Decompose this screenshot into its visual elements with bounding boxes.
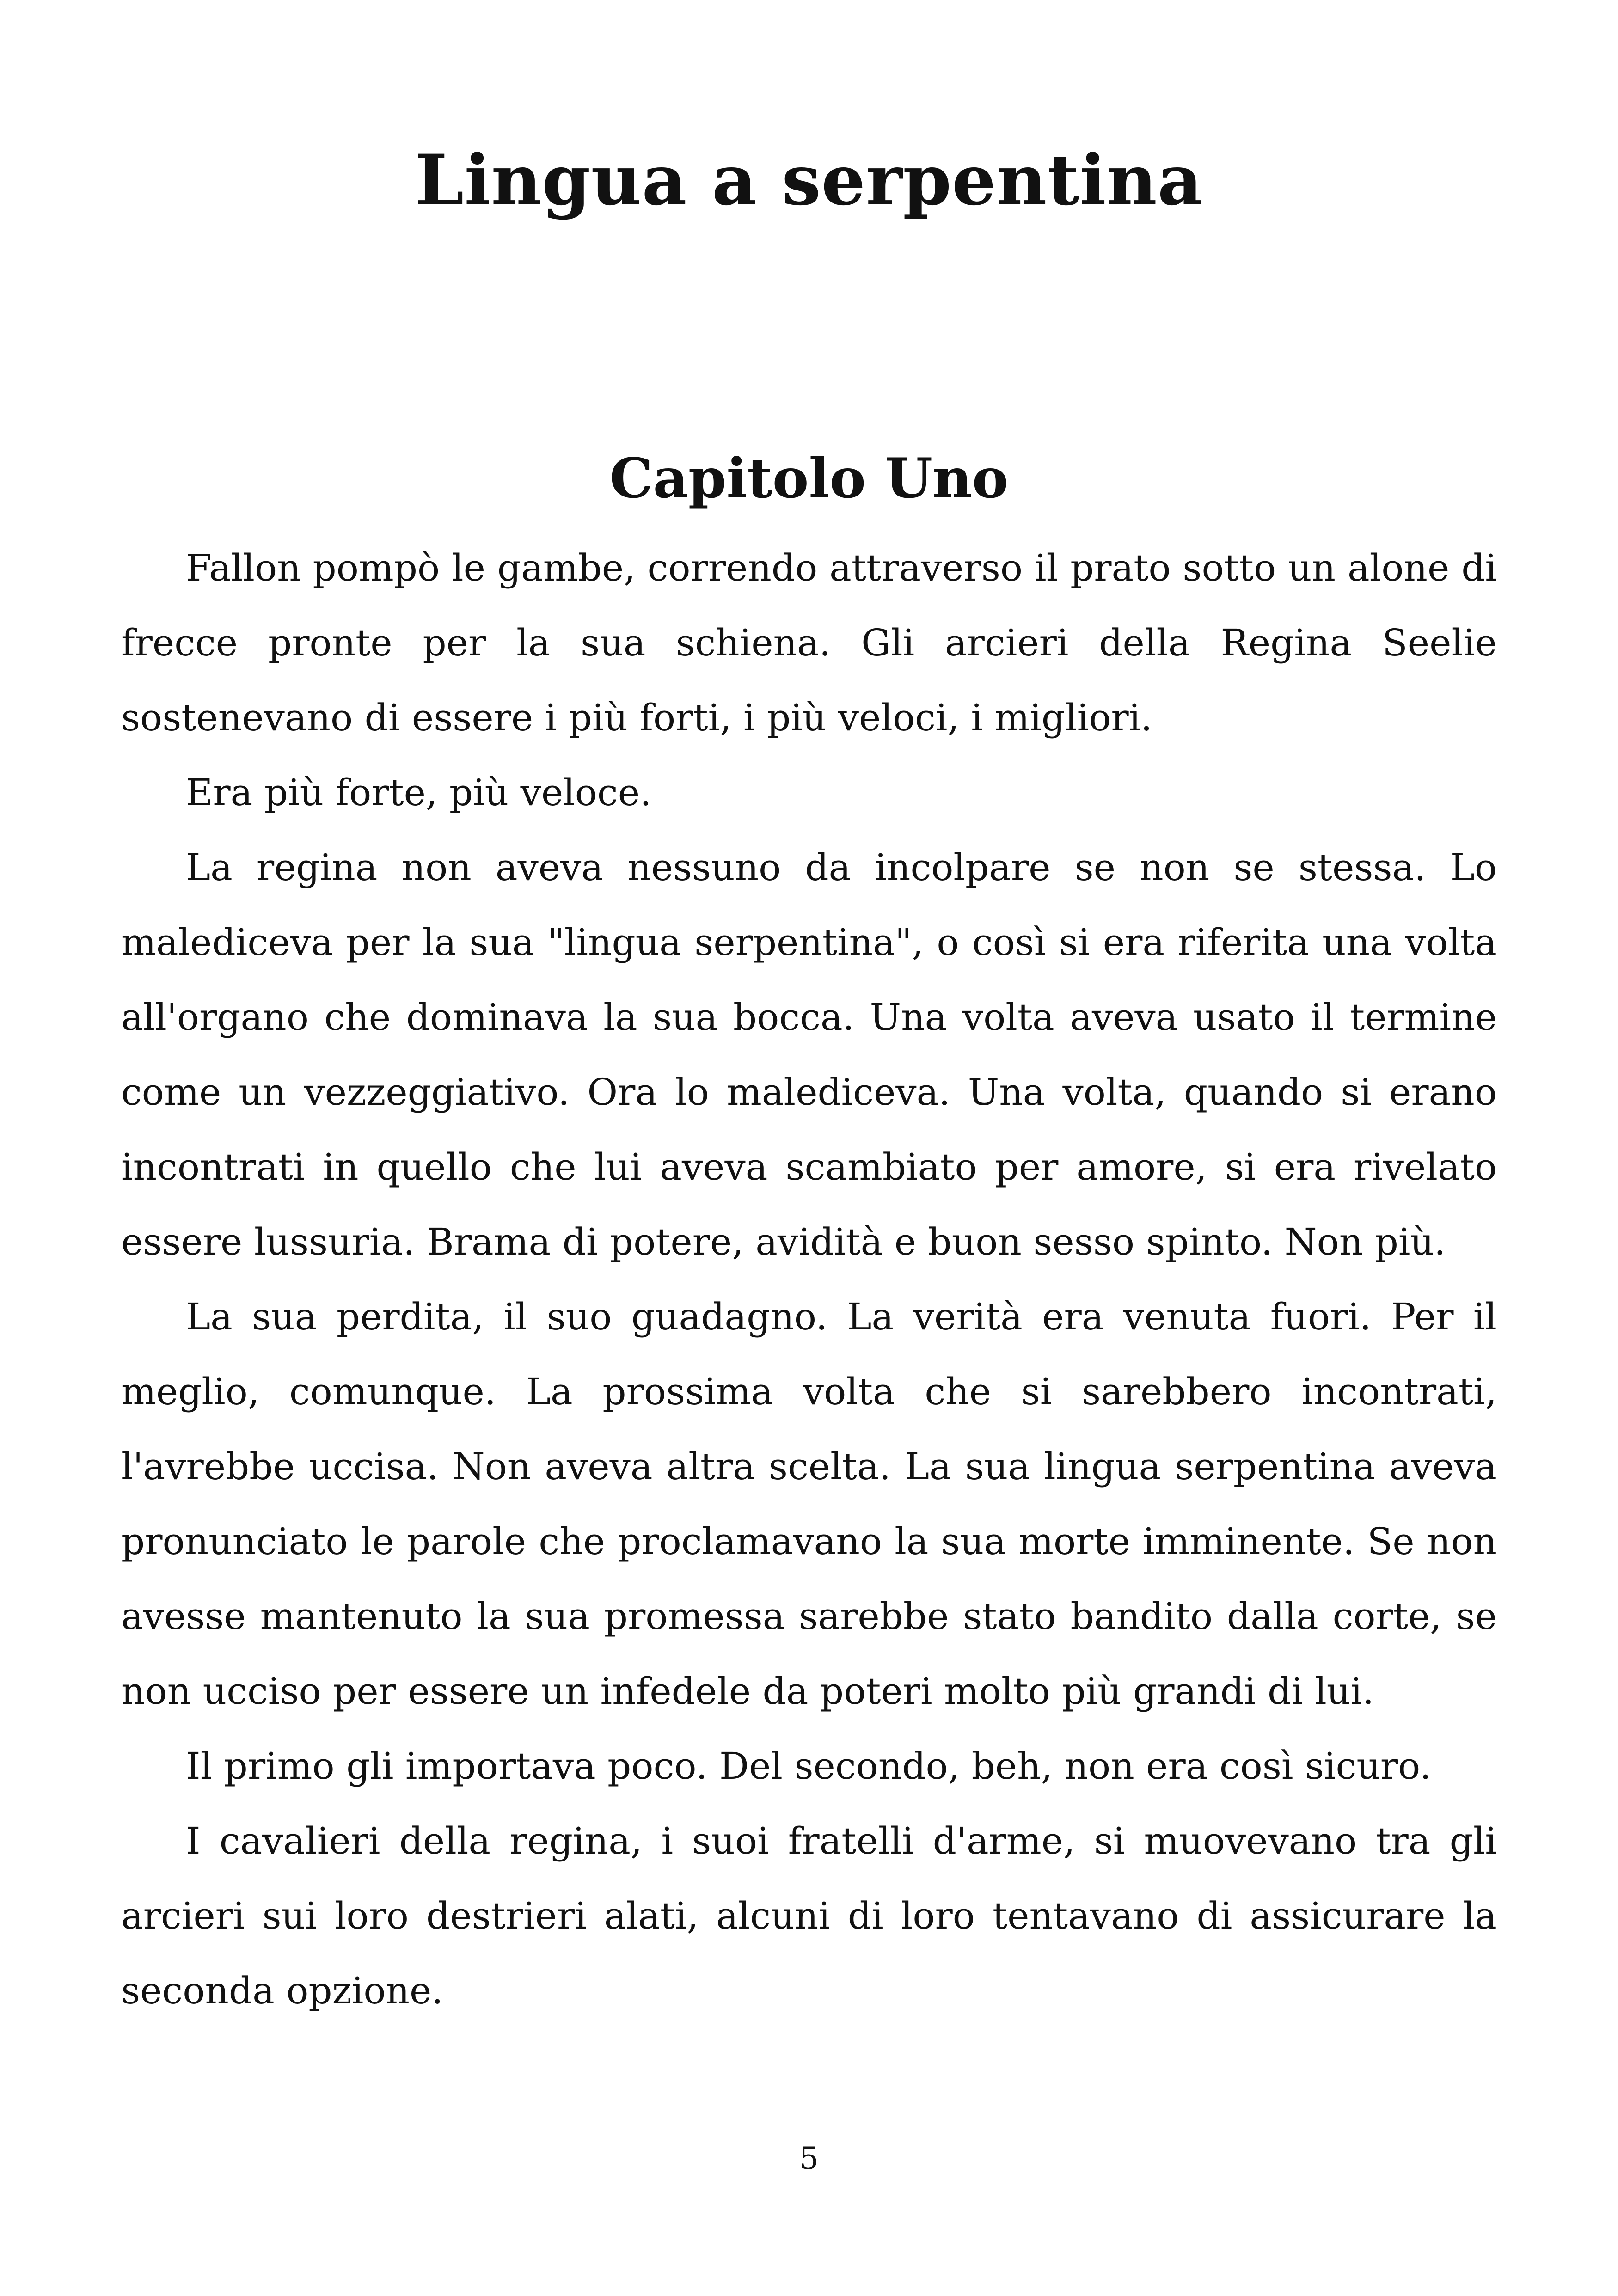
page-number: 5 bbox=[799, 2141, 819, 2176]
book-title: Lingua a serpentina bbox=[415, 140, 1203, 221]
chapter-title: Capitolo Uno bbox=[609, 446, 1009, 510]
paragraph: Il primo gli importava poco. Del secondo, beh, non era così sicuro. bbox=[186, 1745, 1432, 1788]
paragraph: La sua perdita, il suo guadagno. La verità era venuta fuori. Per il meglio, comunque. La prossima volta che si sarebbero incontrati, l'avrebbe uccisa. Non aveva altra scelta. La sua lingua serpentina aveva pronunciato le parole che proclamavano la sua morte imminente. Se non avesse mantenuto la sua promessa sarebbe stato bandito dalla corte, se non ucciso per essere un infedele da poteri molto più grandi di lui. bbox=[121, 1295, 1497, 1713]
paragraph: La regina non aveva nessuno da incolpare se non se stessa. Lo malediceva per la sua "lingua serpentina", o così si era riferita una volta all'organo che dominava la sua bocca. Una volta aveva usato il termine come un vezzeggiativo. Ora lo malediceva. Una volta, quando si erano incontrati in quello che lui aveva scambiato per amore, si era rivelato essere lussuria. Brama di potere, avidità e buon sesso spinto. Non più. bbox=[121, 846, 1497, 1263]
chapter-body bbox=[121, 531, 1497, 2028]
paragraph: I cavalieri della regina, i suoi fratelli d'arme, si muovevano tra gli arcieri sui loro destrieri alati, alcuni di loro tentavano di assicurare la seconda opzione. bbox=[121, 1819, 1497, 2012]
paragraph: Fallon pompò le gambe, correndo attraverso il prato sotto un alone di frecce pronte per la sua schiena. Gli arcieri della Regina Seelie sostenevano di essere i più forti, i più veloci, i migliori. bbox=[121, 546, 1497, 739]
paragraph: Era più forte, più veloce. bbox=[186, 771, 652, 814]
